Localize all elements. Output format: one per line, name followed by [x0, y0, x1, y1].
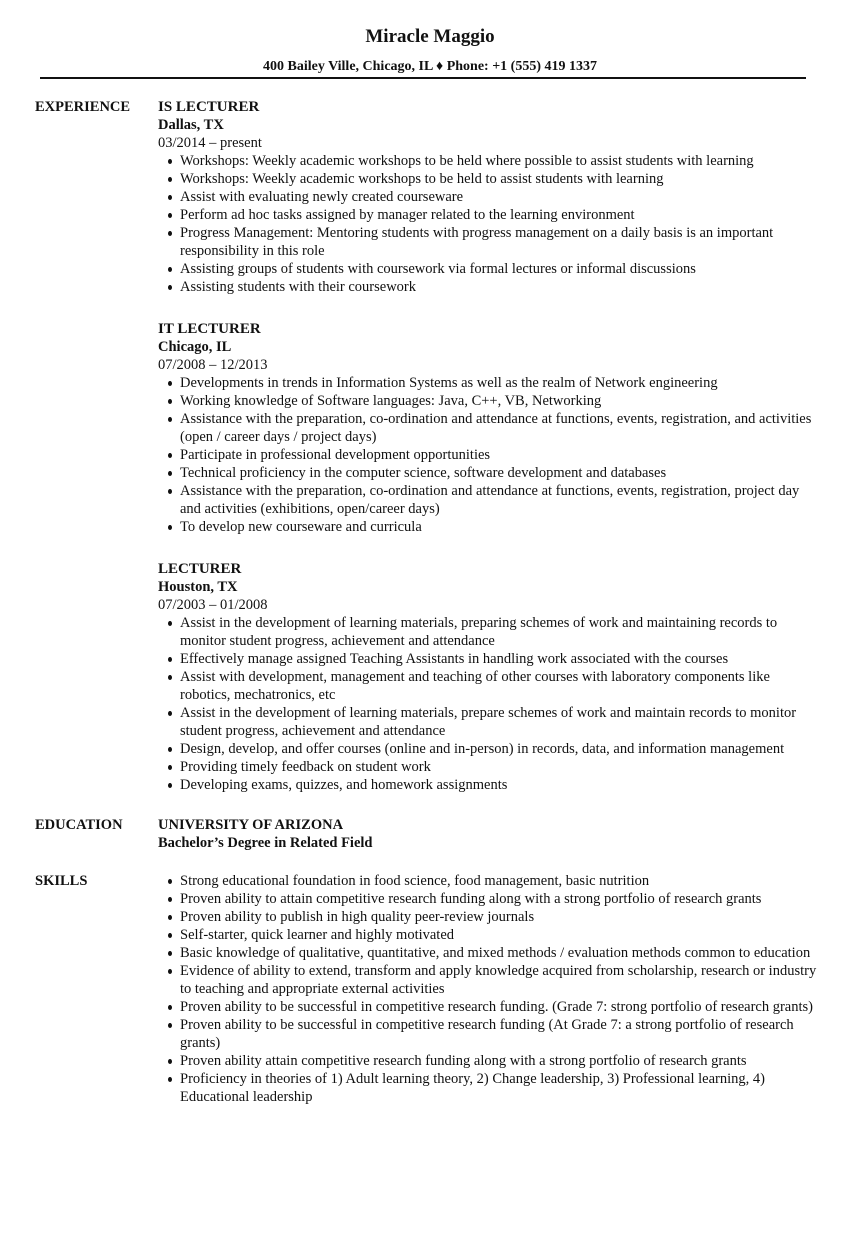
job-bullet: Technical proficiency in the computer science, software development and databases [180, 464, 818, 482]
job-bullet: Assistance with the preparation, co-ordination and attendance at functions, events, registration, project day and activities (exhibitions, open/career days) [180, 482, 818, 518]
job-location: Chicago, IL [158, 339, 232, 355]
job-bullet: Developments in trends in Information Systems as well as the realm of Network engineering [180, 374, 818, 392]
header-divider [40, 77, 806, 79]
job-bullet: Working knowledge of Software languages: Java, C++, VB, Networking [180, 392, 818, 410]
skills-heading: SKILLS [35, 873, 88, 889]
job-bullet: Assisting students with their coursework [180, 278, 818, 296]
candidate-name: Miracle Maggio [365, 26, 495, 47]
job-bullet: Assistance with the preparation, co-ordination and attendance at functions, events, registration, and activities (open / career days / project days) [180, 410, 818, 446]
job-entry [158, 320, 818, 536]
job-bullet: Perform ad hoc tasks assigned by manager related to the learning environment [180, 206, 818, 224]
job-bullet: Assist with evaluating newly created courseware [180, 188, 818, 206]
job-bullet: Assist in the development of learning materials, prepare schemes of work and maintain records to monitor student progress, achievement and attendance [180, 704, 818, 740]
skill-item: Proven ability attain competitive research funding along with a strong portfolio of research grants [180, 1052, 818, 1070]
experience-heading: EXPERIENCE [35, 99, 131, 115]
skill-item: Proven ability to publish in high quality peer-review journals [180, 908, 818, 926]
job-dates: 03/2014 – present [158, 135, 262, 151]
skill-item: Evidence of ability to extend, transform and apply knowledge acquired from scholarship, research or industry to teaching and appropriate external activities [180, 963, 817, 997]
school-name: UNIVERSITY OF ARIZONA [158, 817, 344, 833]
job-location: Houston, TX [158, 579, 238, 595]
education-heading: EDUCATION [35, 817, 123, 833]
experience-section [0, 98, 860, 818]
job-bullets [158, 614, 818, 794]
job-bullet: To develop new courseware and curricula [180, 518, 818, 536]
degree: Bachelor’s Degree in Related Field [158, 835, 373, 851]
job-bullet: Workshops: Weekly academic workshops to be held where possible to assist students with learning [180, 152, 818, 170]
job-bullet: Design, develop, and offer courses (online and in-person) in records, data, and information management [180, 740, 818, 758]
job-title: IT LECTURER [158, 321, 261, 337]
job-bullets [158, 152, 818, 296]
skill-item: Proven ability to be successful in competitive research funding (At Grade 7: a strong portfolio of research grants) [180, 1016, 818, 1052]
job-bullet: Workshops: Weekly academic workshops to be held to assist students with learning [180, 170, 818, 188]
job-bullet: Effectively manage assigned Teaching Assistants in handling work associated with the courses [180, 650, 818, 668]
job-bullet: Participate in professional development opportunities [180, 446, 818, 464]
job-entry [158, 560, 818, 794]
skill-item: Proficiency in theories of 1) Adult learning theory, 2) Change leadership, 3) Professional learning, 4) Educational leadership [180, 1070, 818, 1106]
skill-item: Self-starter, quick learner and highly motivated [180, 926, 818, 944]
job-bullet: Assisting groups of students with coursework via formal lectures or informal discussions [180, 260, 818, 278]
skills-section [0, 872, 860, 1106]
job-bullet: Assist in the development of learning materials, preparing schemes of work and maintaining records to monitor student progress, achievement and attendance [180, 614, 818, 650]
job-bullet: Providing timely feedback on student work [180, 758, 818, 776]
job-bullet: Developing exams, quizzes, and homework assignments [180, 776, 818, 794]
skill-item: Proven ability to be successful in competitive research funding. (Grade 7: strong portfolio of research grants) [180, 998, 818, 1016]
job-dates: 07/2003 – 01/2008 [158, 597, 268, 613]
education-section [0, 816, 860, 852]
job-title: LECTURER [158, 561, 242, 577]
job-title: IS LECTURER [158, 99, 260, 115]
contact-info: 400 Bailey Ville, Chicago, IL ♦ Phone: +1 (555) 419 1337 [262, 59, 597, 74]
job-bullets [158, 374, 818, 536]
skill-item: Basic knowledge of qualitative, quantitative, and mixed methods / evaluation methods common to education [180, 944, 818, 962]
skill-item: Proven ability to attain competitive research funding along with a strong portfolio of research grants [180, 890, 818, 908]
skill-item: Strong educational foundation in food science, food management, basic nutrition [180, 872, 818, 890]
job-entry [158, 98, 818, 296]
experience-list [158, 98, 818, 794]
skills-list [158, 872, 818, 1106]
job-bullet: Progress Management: Mentoring students with progress management on a daily basis is an important responsibility in this role [180, 224, 818, 260]
job-bullet: Assist with development, management and teaching of other courses with laboratory components like robotics, mechatronics, etc [180, 668, 818, 704]
job-location: Dallas, TX [158, 117, 224, 133]
job-dates: 07/2008 – 12/2013 [158, 357, 268, 373]
